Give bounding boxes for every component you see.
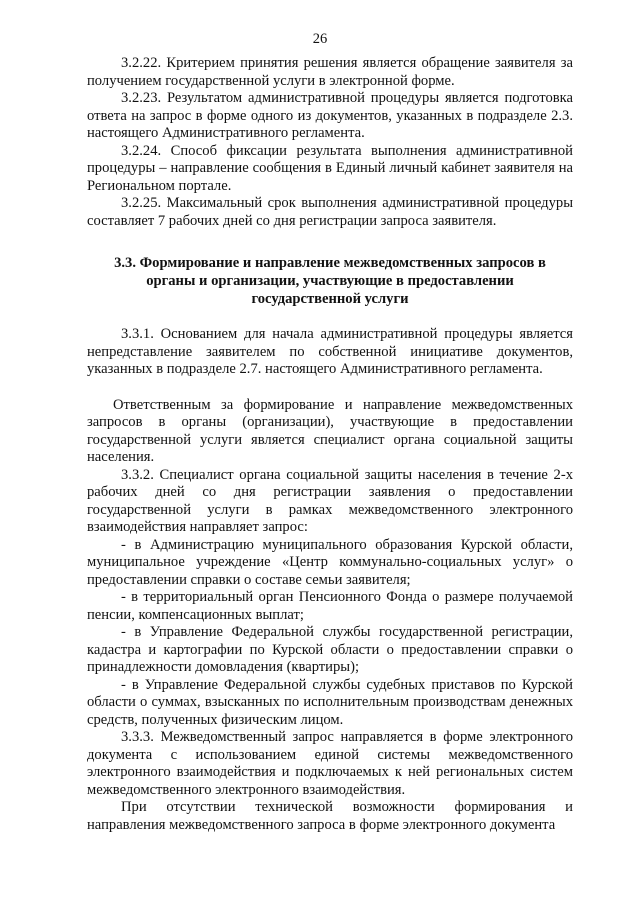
list-item-rosreestr: - в Управление Федеральной службы государственной регистрации, кадастра и картографии по Курской области о предоставлении справки о принадлежности домовладения (квартиры); xyxy=(87,624,573,675)
paragraph-no-technical-capability: При отсутствии технической возможности формирования и направления межведомственного запроса в форме электронного документа xyxy=(87,799,573,833)
paragraph-3-2-23: 3.2.23. Результатом административной процедуры является подготовка ответа на запрос в форме одного из документов, указанных в подразделе 2.3. настоящего Административного регламента. xyxy=(87,90,573,141)
section-heading-3-3: 3.3. Формирование и направление межведомственных запросов в органы и организации, участвующие в предоставлении государственной услуги xyxy=(114,255,546,307)
paragraph-gap xyxy=(87,379,573,397)
document-body xyxy=(87,55,573,834)
list-item-pension-fund: - в территориальный орган Пенсионного Фонда о размере получаемой пенсии, компенсационных выплат; xyxy=(87,589,573,623)
list-item-administration: - в Администрацию муниципального образования Курской области, муниципальное учреждение «Центр коммунально-социальных услуг» о предоставлении справки о составе семьи заявителя; xyxy=(87,536,573,588)
paragraph-3-2-25: 3.2.25. Максимальный срок выполнения административной процедуры составляет 7 рабочих дней со дня регистрации запроса заявителя. xyxy=(87,195,573,229)
list-item-bailiffs: - в Управление Федеральной службы судебных приставов по Курской области о суммах, взысканных по исполнительным производствам денежных средств, полученных физическим лицом. xyxy=(87,676,573,728)
paragraph-3-3-3: 3.3.3. Межведомственный запрос направляется в форме электронного документа с использованием единой системы межведомственного электронного взаимодействия и подключаемых к ней региональных систем межведомственного электронного взаимодействия. xyxy=(87,729,573,798)
page-number: 26 xyxy=(312,31,328,47)
paragraph-responsible: Ответственным за формирование и направление межведомственных запросов в органы (организации), участвующие в предоставлении государственной услуги является специалист органа социальной защиты населения. xyxy=(87,396,573,465)
paragraph-3-2-24: 3.2.24. Способ фиксации результата выполнения административной процедуры – направление сообщения в Единый личный кабинет заявителя на Региональном портале. xyxy=(87,142,573,194)
paragraph-3-3-2: 3.3.2. Специалист органа социальной защиты населения в течение 2-х рабочих дней со дня регистрации заявления о предоставлении государственной услуги в рамках межведомственного электронного взаимодействия направляет запрос: xyxy=(87,466,573,535)
paragraph-3-3-1: 3.3.1. Основанием для начала административной процедуры является непредставление заявителем по собственной инициативе документов, указанных в подразделе 2.7. настоящего Административного регламента. xyxy=(87,326,573,377)
paragraph-3-2-22: 3.2.22. Критерием принятия решения является обращение заявителя за получением государственной услуги в электронной форме. xyxy=(87,55,573,89)
